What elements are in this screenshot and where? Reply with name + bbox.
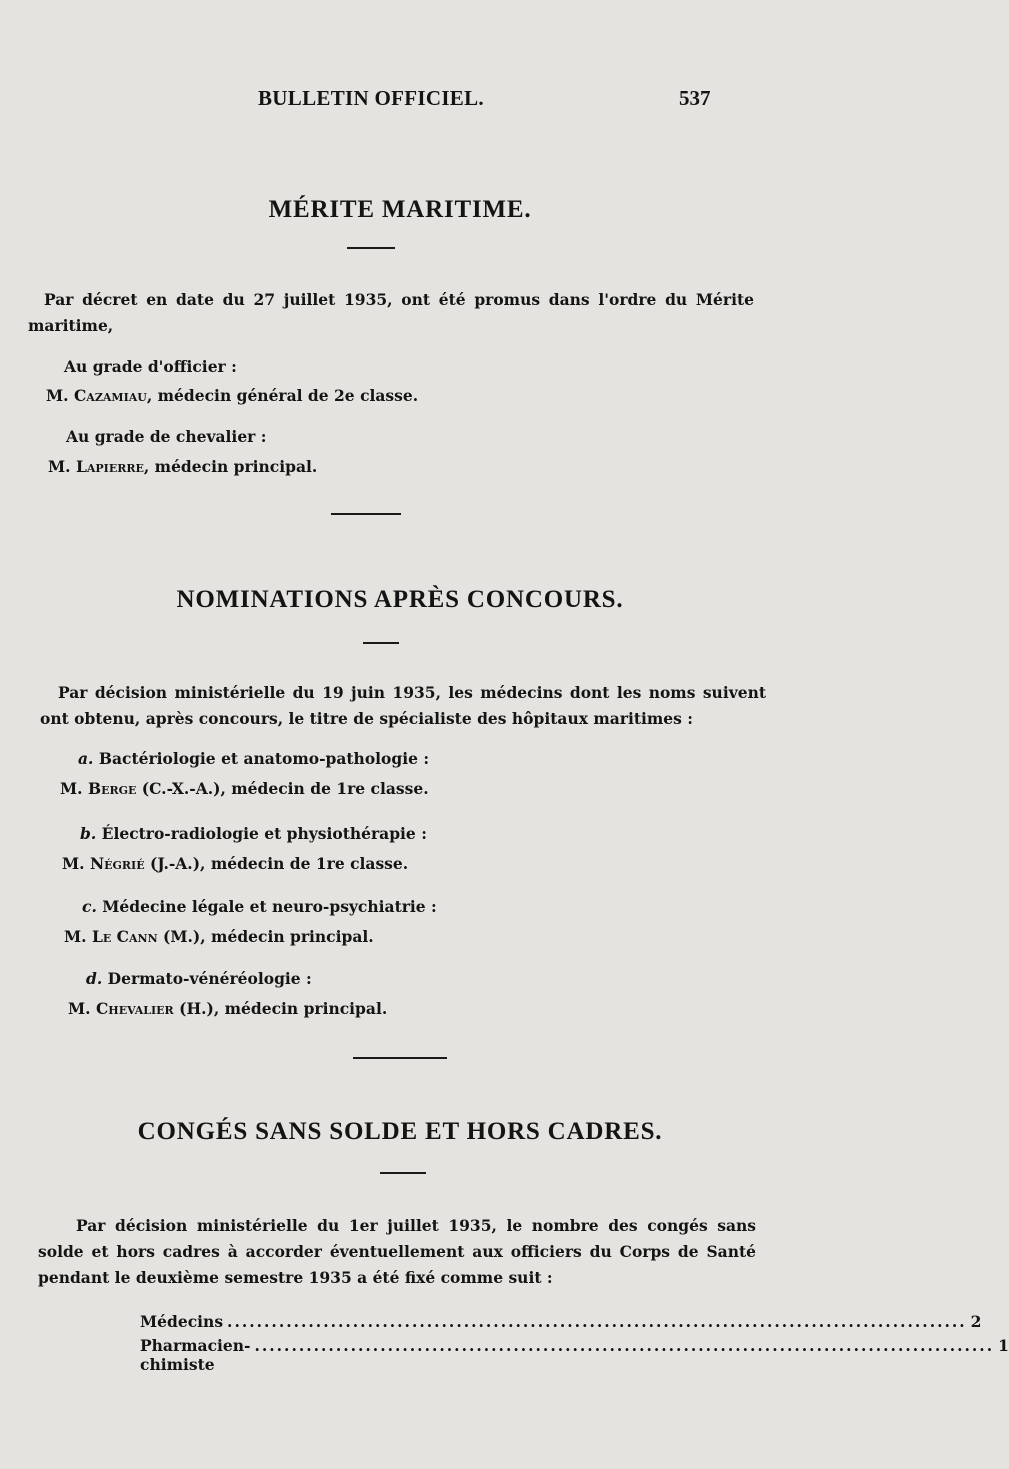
person-name: Le Cann: [91, 927, 158, 946]
leader-dots: ....................................................................................................: [254, 1336, 995, 1355]
nominee-entry: [60, 779, 429, 798]
honorific: M.: [46, 386, 69, 405]
entry-rest: (C.-X.-A.), médecin de 1re classe.: [136, 779, 429, 798]
specialty-name: Dermato-vénéréologie :: [107, 969, 312, 988]
specialty-heading: [78, 749, 429, 768]
section-title-conges: CONGÉS SANS SOLDE ET HORS CADRES.: [137, 1118, 663, 1145]
grade-chevalier-entry: [48, 457, 317, 476]
grade-officier-entry: [46, 386, 418, 405]
honorific: M.: [64, 927, 87, 946]
quota-row: [140, 1312, 982, 1336]
running-head: BULLETIN OFFICIEL.: [258, 86, 484, 110]
specialty-heading: [80, 824, 427, 843]
grade-chevalier-heading: Au grade de chevalier :: [66, 427, 267, 446]
quota-row: [140, 1336, 1009, 1374]
item-letter: d.: [86, 969, 103, 988]
leader-dots: ....................................................................................................: [227, 1312, 967, 1331]
item-letter: c.: [82, 897, 97, 916]
entry-rest: (J.-A.), médecin de 1re classe.: [144, 854, 409, 873]
conges-intro: Par décision ministérielle du 1er juillet 1935, le nombre des congés sans solde et hors cadres à accorder éventuellement aux officiers du Corps de Santé pendant le deuxième semestre 1935 a été fixé comme suit :: [38, 1216, 756, 1287]
entry-rest: (M.), médecin principal.: [157, 927, 374, 946]
quota-label: Pharmacien-chimiste: [140, 1336, 251, 1374]
honorific: M.: [60, 779, 83, 798]
quota-value: 1: [998, 1336, 1009, 1355]
quota-value: 2: [970, 1312, 982, 1331]
page-header: [0, 86, 800, 116]
nominee-entry: [68, 999, 387, 1018]
person-name: Lapierre: [75, 457, 144, 476]
honorific: M.: [62, 854, 85, 873]
entry-rest: , médecin principal.: [143, 457, 318, 476]
person-name: Négrié: [89, 854, 145, 873]
section-title-nominations: NOMINATIONS APRÈS CONCOURS.: [176, 586, 624, 613]
person-name: Chevalier: [95, 999, 174, 1018]
honorific: M.: [48, 457, 71, 476]
item-letter: a.: [78, 749, 94, 768]
section-divider: [331, 513, 401, 515]
page-number: 537: [679, 86, 711, 110]
nominee-entry: [62, 854, 408, 873]
nominations-intro: Par décision ministérielle du 19 juin 1935, les médecins dont les noms suivent ont obtenu, après concours, le titre de spécialiste des hôpitaux maritimes :: [40, 683, 766, 728]
nominee-entry: [64, 927, 374, 946]
specialty-name: Médecine légale et neuro-psychiatrie :: [102, 897, 437, 916]
entry-rest: , médecin général de 2e classe.: [146, 386, 419, 405]
section-title-merite: MÉRITE MARITIME.: [268, 196, 532, 223]
person-name: Cazamiau: [73, 386, 147, 405]
short-rule: [380, 1172, 426, 1174]
specialty-heading: [82, 897, 437, 916]
person-name: Berge: [87, 779, 137, 798]
specialty-name: Électro-radiologie et physiothérapie :: [101, 824, 427, 843]
grade-officier-heading: Au grade d'officier :: [64, 357, 237, 376]
short-rule: [347, 247, 395, 249]
quota-label: Médecins: [140, 1312, 224, 1331]
entry-rest: (H.), médecin principal.: [173, 999, 388, 1018]
merite-intro: Par décret en date du 27 juillet 1935, ont été promus dans l'ordre du Mérite maritime,: [28, 290, 754, 335]
specialty-name: Bactériologie et anatomo-pathologie :: [98, 749, 430, 768]
section-divider: [353, 1057, 447, 1059]
specialty-heading: [86, 969, 312, 988]
honorific: M.: [68, 999, 91, 1018]
item-letter: b.: [80, 824, 97, 843]
short-rule: [363, 642, 399, 644]
